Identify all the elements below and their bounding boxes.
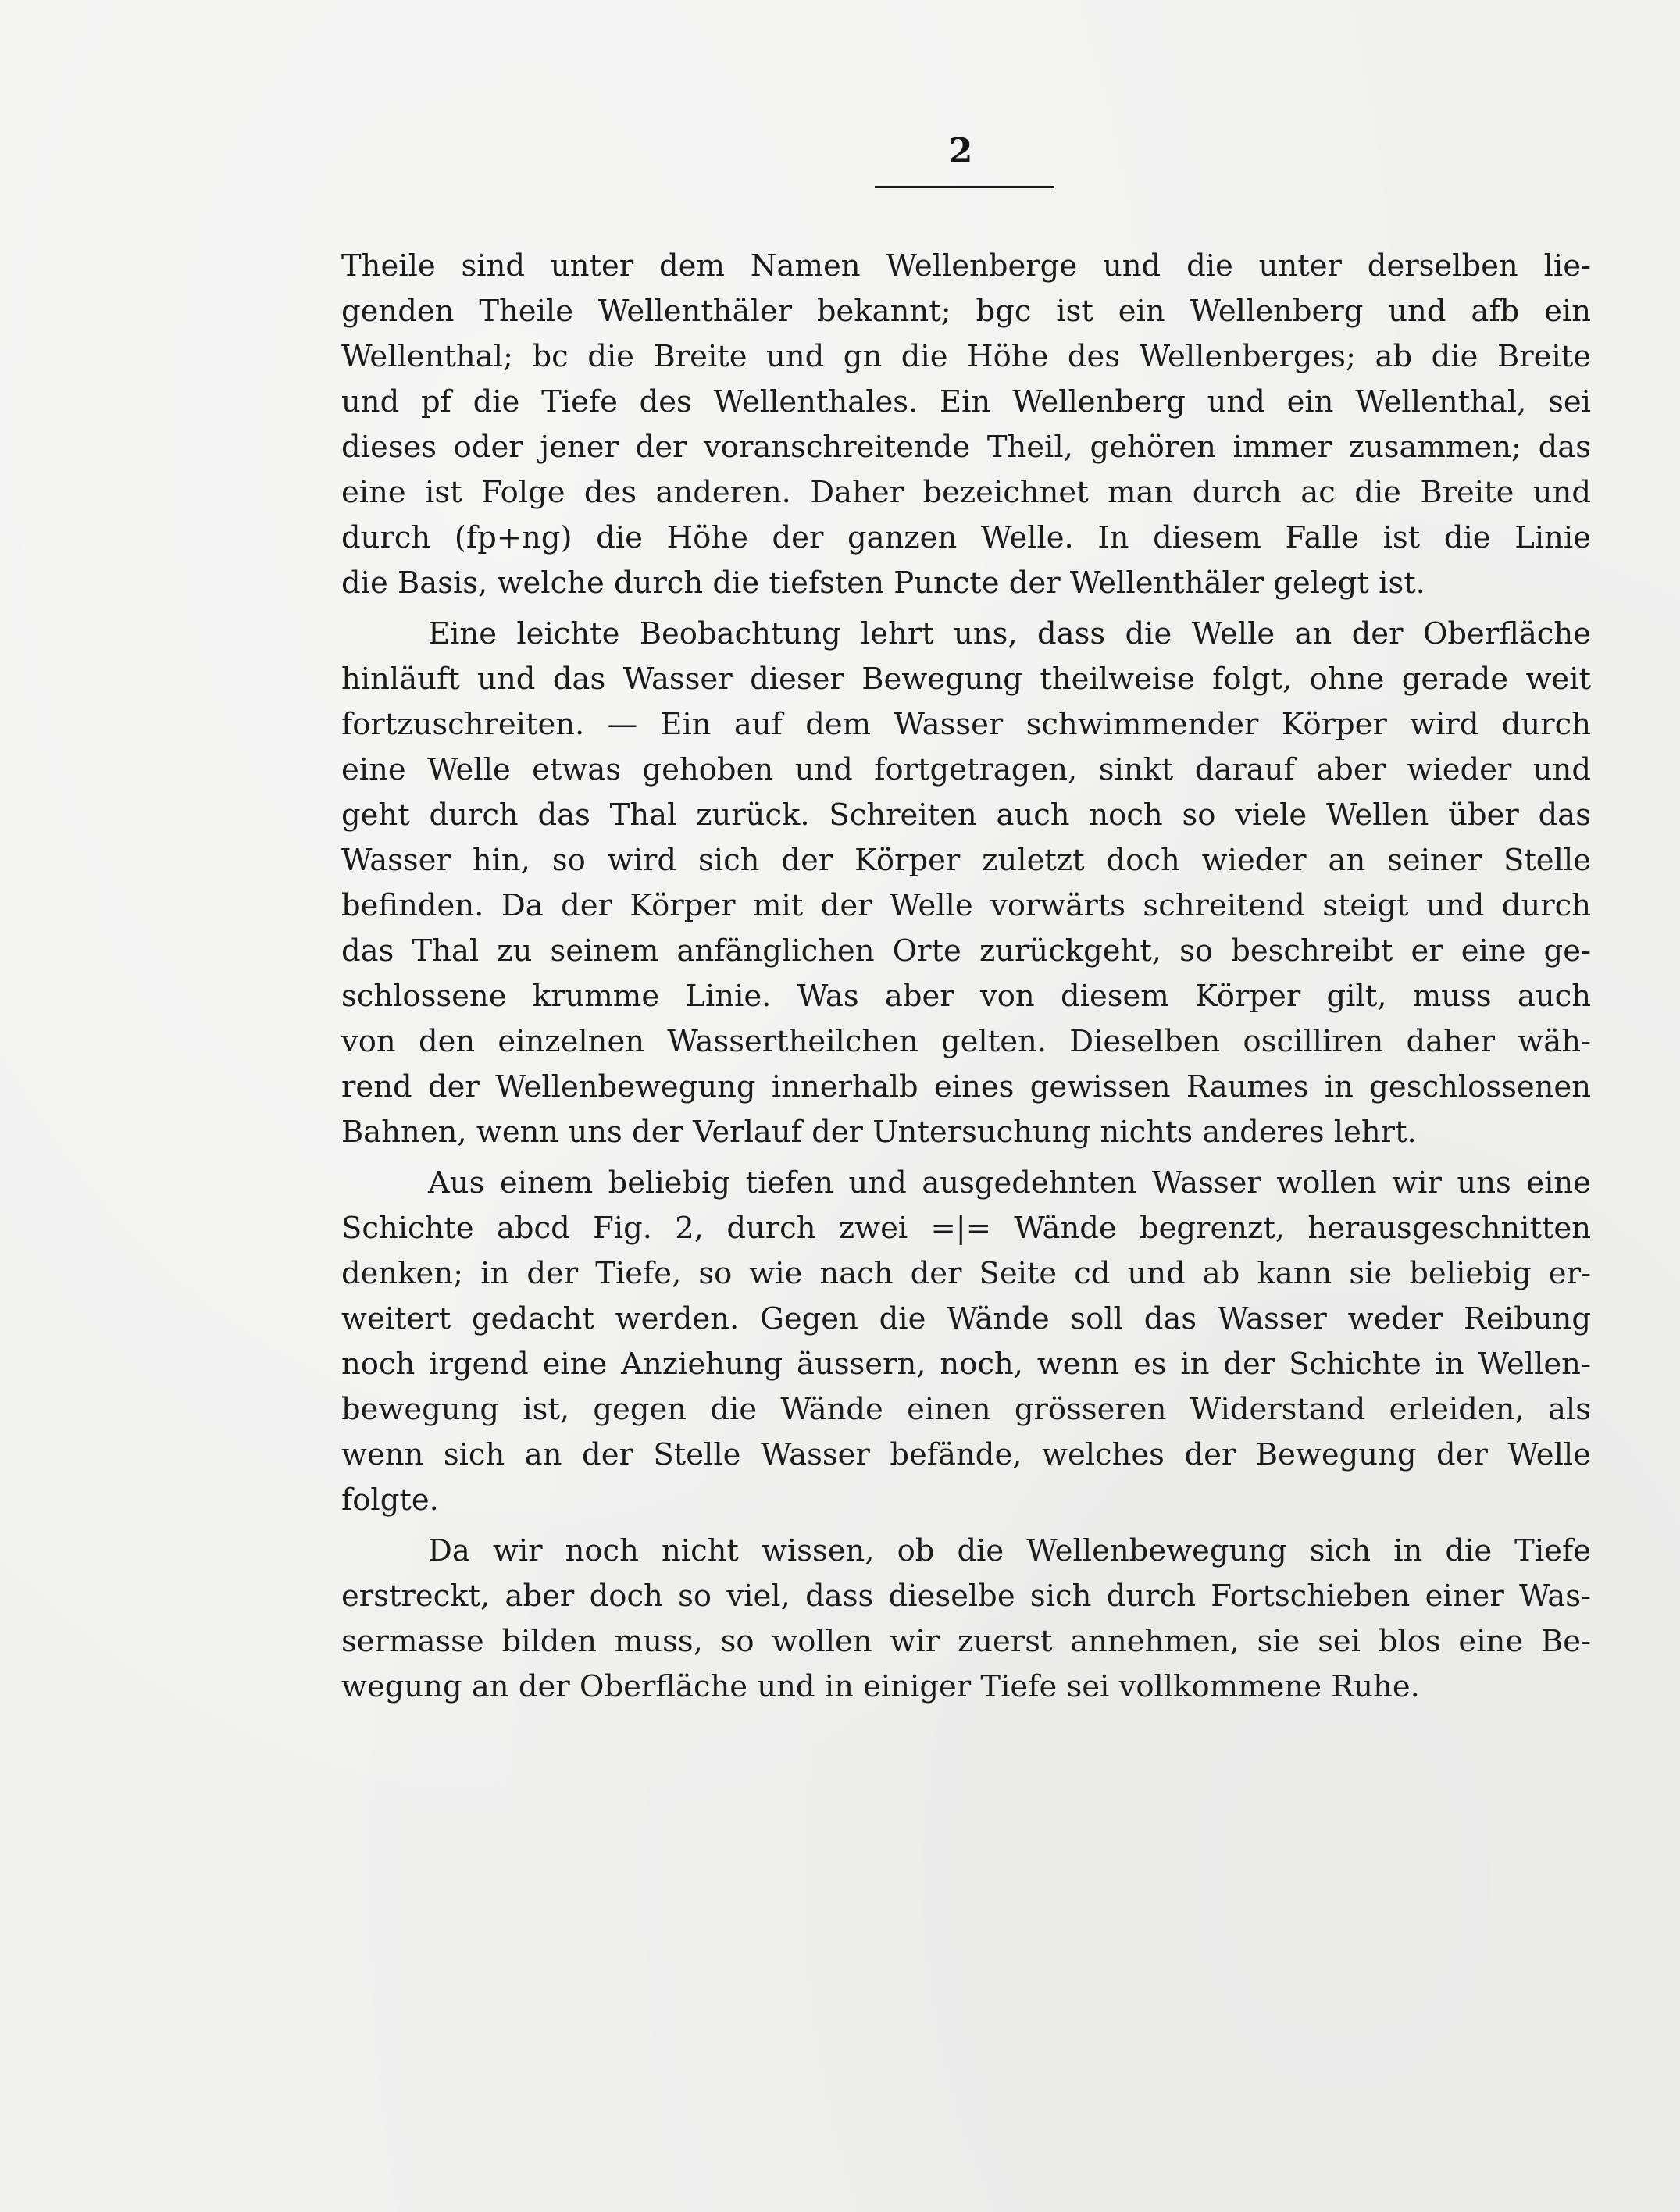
text-line: eine ist Folge des anderen. Daher bezeichnet man durch ac die Breite und [341,475,1591,510]
text-line: schlossene krumme Linie. Was aber von diesem Körper gilt, muss auch [341,979,1591,1014]
text-line: erstreckt, aber doch so viel, dass dieselbe sich durch Fortschieben einer Was- [341,1579,1591,1614]
text-line: das Thal zu seinem anfänglichen Orte zurückgeht, so beschreibt er eine ge- [341,933,1591,969]
text-line: Wasser hin, so wird sich der Körper zuletzt doch wieder an seiner Stelle [341,843,1591,878]
text-line: hinläuft und das Wasser dieser Bewegung theilweise folgt, ohne gerade weit [341,662,1591,697]
text-line: folgte. [341,1482,439,1518]
page-number: 2 [948,131,973,171]
text-line: Bahnen, wenn uns der Verlauf der Untersuchung nichts anderes lehrt. [341,1115,1417,1150]
text-line: Wellenthal; bc die Breite und gn die Höhe des Wellenberges; ab die Breite [341,339,1591,374]
paragraph [341,612,1591,1155]
text-line: weitert gedacht werden. Gegen die Wände soll das Wasser weder Reibung [341,1301,1591,1336]
text-line: sermasse bilden muss, so wollen wir zuerst annehmen, sie sei blos eine Be- [341,1624,1591,1659]
text-line: Aus einem beliebig tiefen und ausgedehnten Wasser wollen wir uns eine [428,1165,1591,1201]
text-line: Theile sind unter dem Namen Wellenberge und die unter derselben lie- [341,248,1591,284]
paragraph [341,1529,1591,1710]
text-line: bewegung ist, gegen die Wände einen grösseren Widerstand erleiden, als [341,1392,1591,1427]
text-line: denken; in der Tiefe, so wie nach der Seite cd und ab kann sie beliebig er- [341,1256,1591,1291]
text-line: die Basis, welche durch die tiefsten Puncte der Wellenthäler gelegt ist. [341,565,1425,601]
text-line: und pf die Tiefe des Wellenthales. Ein Wellenberg und ein Wellenthal, sei [341,384,1591,419]
text-line: eine Welle etwas gehoben und fortgetragen, sinkt darauf aber wieder und [341,752,1591,787]
text-line: rend der Wellenbewegung innerhalb eines gewissen Raumes in geschlossenen [341,1069,1591,1104]
text-line: wenn sich an der Stelle Wasser befände, welches der Bewegung der Welle [341,1437,1591,1472]
header-rule [875,186,1054,188]
body-text [341,244,1591,1710]
paragraph [341,244,1591,606]
text-line: fortzuschreiten. — Ein auf dem Wasser schwimmender Körper wird durch [341,707,1591,742]
text-line: noch irgend eine Anziehung äussern, noch, wenn es in der Schichte in Wellen- [341,1347,1591,1382]
text-line: befinden. Da der Körper mit der Welle vorwärts schreitend steigt und durch [341,888,1591,923]
text-line: geht durch das Thal zurück. Schreiten auch noch so viele Wellen über das [341,797,1591,833]
text-line: von den einzelnen Wassertheilchen gelten. Dieselben oscilliren daher wäh- [341,1024,1591,1059]
text-line: dieses oder jener der voranschreitende Theil, gehören immer zusammen; das [341,430,1591,465]
paragraph [341,1161,1591,1523]
text-line: wegung an der Oberfläche und in einiger Tiefe sei vollkommene Ruhe. [341,1669,1420,1704]
text-line: durch (fp+ng) die Höhe der ganzen Welle. In diesem Falle ist die Linie [341,520,1591,555]
text-line: Da wir noch nicht wissen, ob die Wellenbewegung sich in die Tiefe [428,1533,1591,1568]
text-line: Schichte abcd Fig. 2, durch zwei =|= Wände begrenzt, herausgeschnitten [341,1211,1591,1246]
text-line: genden Theile Wellenthäler bekannt; bgc ist ein Wellenberg und afb ein [341,294,1591,329]
text-line: Eine leichte Beobachtung lehrt uns, dass die Welle an der Oberfläche [428,616,1591,651]
